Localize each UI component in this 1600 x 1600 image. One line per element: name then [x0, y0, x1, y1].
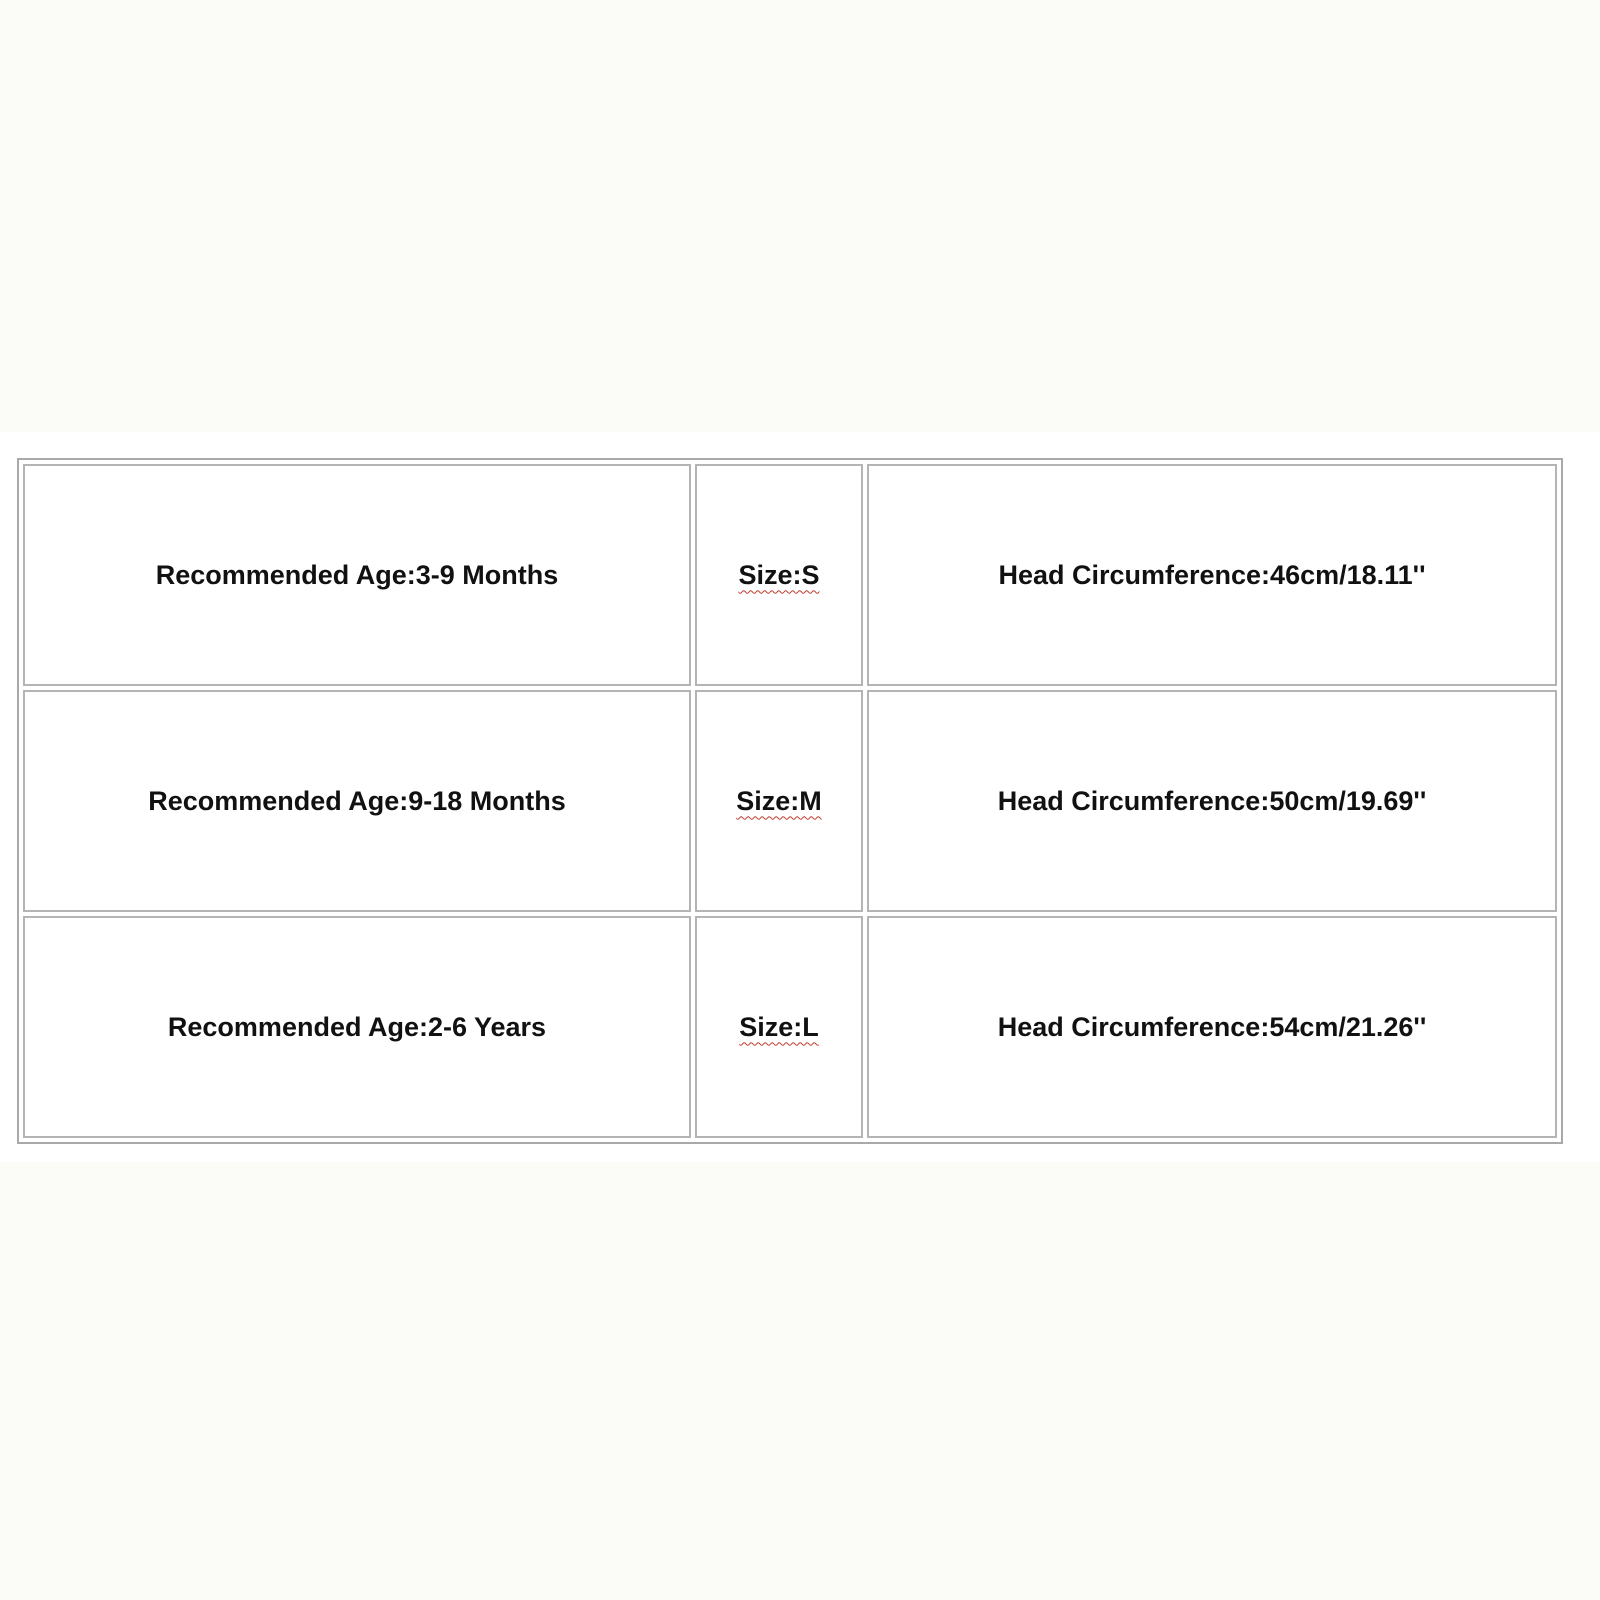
- age-cell: [23, 916, 691, 1138]
- age-text: Recommended Age:2-6 Years: [167, 1011, 547, 1042]
- size-cell: [695, 690, 863, 912]
- size-cell: [695, 464, 863, 686]
- head-circumference-text: Head Circumference:54cm/21.26'': [997, 1011, 1427, 1042]
- table-row: [23, 916, 1557, 1138]
- age-text: Recommended Age:3-9 Months: [155, 559, 559, 590]
- size-text: Size:L: [739, 1011, 819, 1042]
- age-cell: [23, 464, 691, 686]
- size-text: Size:S: [738, 559, 820, 590]
- size-chart-body: [23, 464, 1557, 1138]
- head-circumference-cell: [867, 690, 1557, 912]
- age-cell: [23, 690, 691, 912]
- head-circumference-text: Head Circumference:50cm/19.69'': [997, 785, 1427, 816]
- head-circumference-text: Head Circumference:46cm/18.11'': [998, 559, 1426, 590]
- size-cell: [695, 916, 863, 1138]
- head-circumference-cell: [867, 464, 1557, 686]
- age-text: Recommended Age:9-18 Months: [148, 785, 566, 816]
- size-text: Size:M: [736, 785, 822, 816]
- size-chart-table: [17, 458, 1563, 1144]
- head-circumference-cell: [867, 916, 1557, 1138]
- table-row: [23, 690, 1557, 912]
- table-row: [23, 464, 1557, 686]
